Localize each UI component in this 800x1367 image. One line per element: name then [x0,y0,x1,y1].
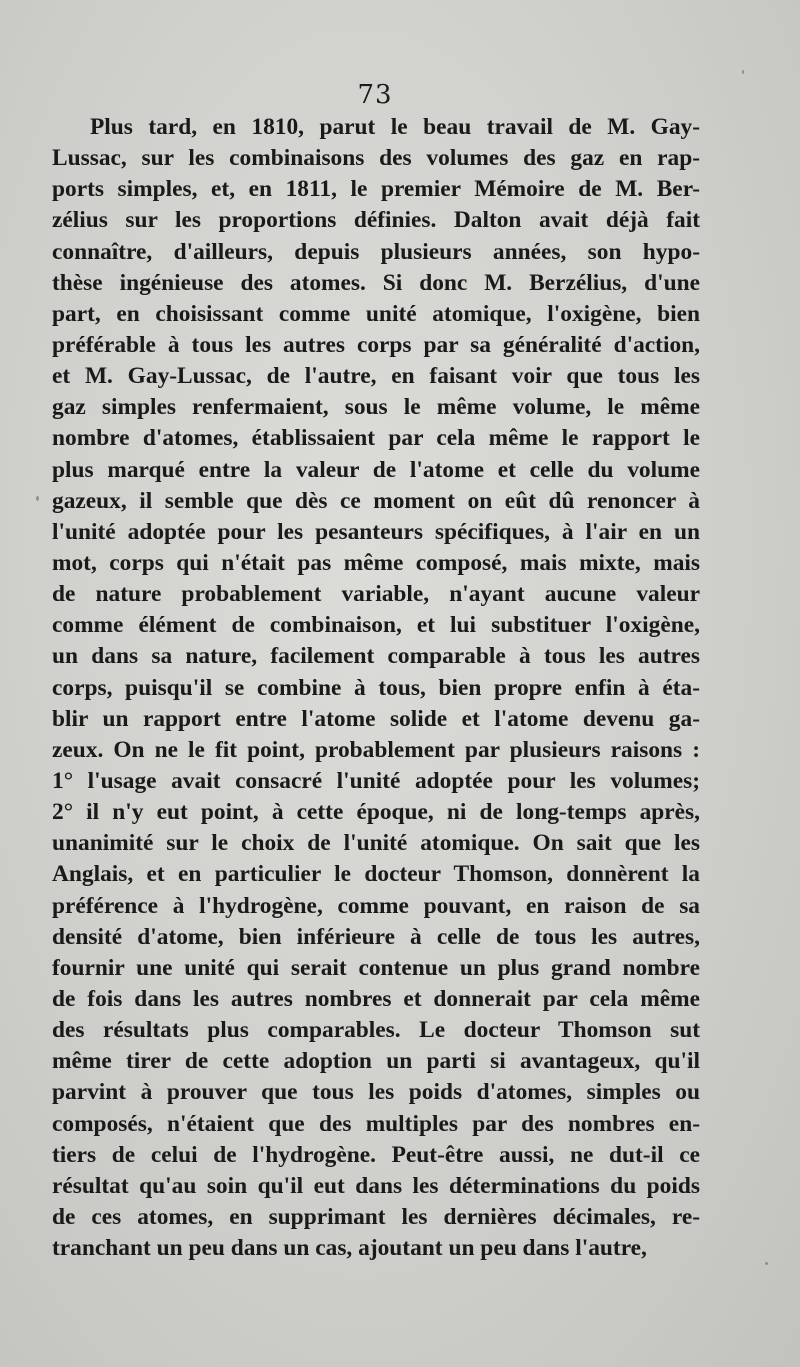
text-line: Plus tard, en 1810, parut le beau travail de M. Gay- [90,114,700,140]
text-line: zeux. On ne le fit point, probablement par plusieurs raisons : [52,736,700,763]
paper-speck [765,1262,768,1265]
text-line: tiers de celui de l'hydrogène. Peut-être aussi, ne dut-il ce [52,1141,700,1168]
text-line: parvint à prouver que tous les poids d'atomes, simples ou [52,1079,700,1106]
page-number: 73 [357,80,393,110]
paper-speck [742,70,744,74]
text-line: Anglais, et en particulier le docteur Thomson, donnèrent la [52,861,700,888]
text-line: plus marqué entre la valeur de l'atome et celle du volume [52,456,700,483]
text-line: fournir une unité qui serait contenue un plus grand nombre [52,954,700,981]
text-line: de fois dans les autres nombres et donnerait par cela même [52,985,700,1012]
text-line: densité d'atome, bien inférieure à celle de tous les autres, [52,923,700,950]
text-line: de nature probablement variable, n'ayant aucune valeur [52,581,700,608]
text-line: l'unité adoptée pour les pesanteurs spécifiques, à l'air en un [52,518,700,545]
text-line: préférence à l'hydrogène, comme pouvant, en raison de sa [52,892,700,919]
text-line: composés, n'étaient que des multiples par des nombres en- [52,1110,700,1137]
text-line: thèse ingénieuse des atomes. Si donc M. Berzélius, d'une [52,269,700,296]
text-line: résultat qu'au soin qu'il eut dans les déterminations du poids [52,1172,700,1199]
text-line: comme élément de combinaison, et lui substituer l'oxigène, [52,612,700,639]
text-line: corps, puisqu'il se combine à tous, bien propre enfin à éta- [52,674,700,701]
text-line: connaître, d'ailleurs, depuis plusieurs années, son hypo- [52,238,700,265]
text-line: gaz simples renfermaient, sous le même volume, le même [52,394,700,421]
text-line: des résultats plus comparables. Le docteur Thomson sut [52,1017,700,1044]
text-line: tranchant un peu dans un cas, ajoutant un peu dans l'autre, [52,1235,647,1262]
text-line: ports simples, et, en 1811, le premier Mémoire de M. Ber- [52,176,700,203]
text-line: gazeux, il semble que dès ce moment on eût dû renoncer à [52,487,700,514]
paper-speck [36,496,39,501]
text-line: de ces atomes, en supprimant les dernières décimales, re- [52,1203,700,1230]
text-line: unanimité sur le choix de l'unité atomique. On sait que les [52,830,700,857]
text-line: 2° il n'y eut point, à cette époque, ni de long-temps après, [52,799,700,826]
page-body-text [52,112,700,1264]
text-line: même tirer de cette adoption un parti si avantageux, qu'il [52,1048,700,1075]
text-line: et M. Gay-Lussac, de l'autre, en faisant voir que tous les [52,363,700,390]
text-line: nombre d'atomes, établissaient par cela même le rapport le [52,425,700,452]
text-line: part, en choisissant comme unité atomique, l'oxigène, bien [52,300,700,327]
text-line: préférable à tous les autres corps par sa généralité d'action, [52,331,700,358]
text-line: 1° l'usage avait consacré l'unité adoptée pour les volumes; [52,767,700,794]
text-line: mot, corps qui n'était pas même composé, mais mixte, mais [52,549,700,576]
text-line: un dans sa nature, facilement comparable à tous les autres [52,643,700,670]
text-line: Lussac, sur les combinaisons des volumes des gaz en rap- [52,145,700,172]
text-line: zélius sur les proportions définies. Dalton avait déjà fait [52,207,700,234]
text-line: blir un rapport entre l'atome solide et l'atome devenu ga- [52,705,700,732]
